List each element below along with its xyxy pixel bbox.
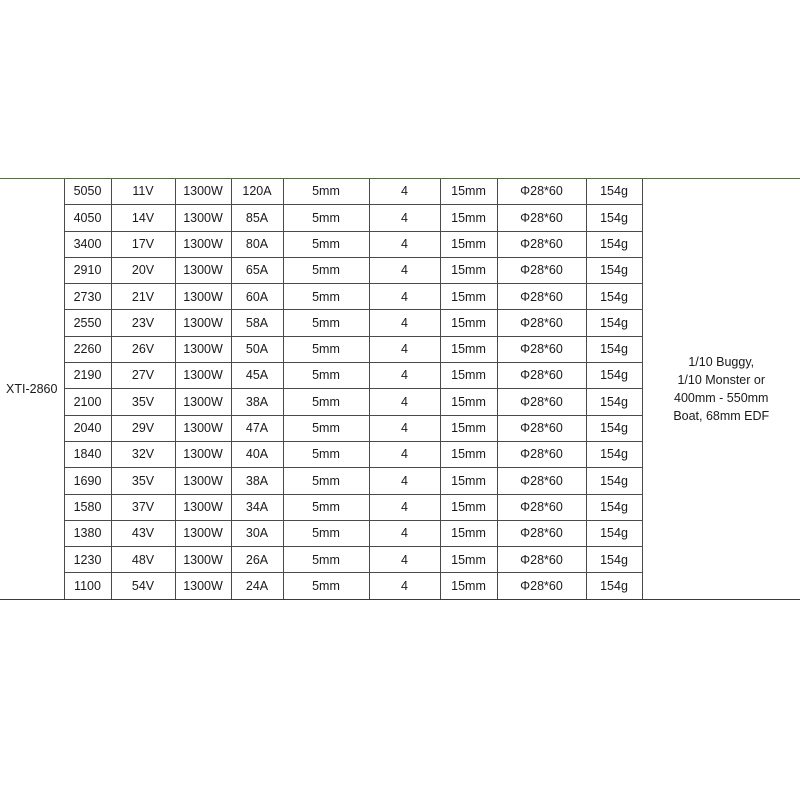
kv-cell: 5050 (64, 179, 111, 205)
kv-cell: 1230 (64, 547, 111, 573)
shaft-cell: 5mm (283, 231, 369, 257)
weight-cell: 154g (586, 520, 642, 546)
power-cell: 1300W (175, 257, 231, 283)
shaft-length-cell: 15mm (440, 284, 497, 310)
spec-table-body (0, 179, 800, 599)
weight-cell: 154g (586, 468, 642, 494)
shaft-length-cell: 15mm (440, 363, 497, 389)
weight-cell: 154g (586, 179, 642, 205)
voltage-cell: 26V (111, 336, 175, 362)
application-line: Boat, 68mm EDF (673, 409, 770, 423)
model-name-cell: XTI-2860 (6, 381, 58, 396)
dimensions-cell: Φ28*60 (497, 415, 586, 441)
shaft-length-cell: 15mm (440, 520, 497, 546)
weight-cell: 154g (586, 389, 642, 415)
weight-cell: 154g (586, 284, 642, 310)
power-cell: 1300W (175, 415, 231, 441)
shaft-cell: 5mm (283, 205, 369, 231)
voltage-cell: 20V (111, 257, 175, 283)
application-cell (642, 179, 800, 599)
weight-cell: 154g (586, 310, 642, 336)
voltage-cell: 35V (111, 468, 175, 494)
power-cell: 1300W (175, 441, 231, 467)
power-cell: 1300W (175, 363, 231, 389)
current-cell: 80A (231, 231, 283, 257)
shaft-length-cell: 15mm (440, 205, 497, 231)
voltage-cell: 21V (111, 284, 175, 310)
voltage-cell: 29V (111, 415, 175, 441)
voltage-cell: 23V (111, 310, 175, 336)
shaft-length-cell: 15mm (440, 310, 497, 336)
kv-cell: 2040 (64, 415, 111, 441)
shaft-length-cell: 15mm (440, 336, 497, 362)
weight-cell: 154g (586, 336, 642, 362)
voltage-cell: 17V (111, 231, 175, 257)
power-cell: 1300W (175, 468, 231, 494)
poles-cell: 4 (369, 389, 440, 415)
shaft-length-cell: 15mm (440, 441, 497, 467)
poles-cell: 4 (369, 547, 440, 573)
poles-cell: 4 (369, 415, 440, 441)
current-cell: 38A (231, 468, 283, 494)
power-cell: 1300W (175, 284, 231, 310)
shaft-cell: 5mm (283, 179, 369, 205)
shaft-cell: 5mm (283, 547, 369, 573)
current-cell: 58A (231, 310, 283, 336)
current-cell: 85A (231, 205, 283, 231)
poles-cell: 4 (369, 310, 440, 336)
dimensions-cell: Φ28*60 (497, 284, 586, 310)
shaft-cell: 5mm (283, 415, 369, 441)
kv-cell: 1840 (64, 441, 111, 467)
kv-cell: 2190 (64, 363, 111, 389)
current-cell: 45A (231, 363, 283, 389)
power-cell: 1300W (175, 336, 231, 362)
shaft-cell: 5mm (283, 441, 369, 467)
shaft-cell: 5mm (283, 257, 369, 283)
shaft-cell: 5mm (283, 363, 369, 389)
power-cell: 1300W (175, 573, 231, 599)
current-cell: 40A (231, 441, 283, 467)
application-line: 1/10 Buggy, (688, 354, 755, 369)
power-cell: 1300W (175, 547, 231, 573)
bottom-divider-line (0, 599, 800, 600)
shaft-length-cell: 15mm (440, 389, 497, 415)
current-cell: 47A (231, 415, 283, 441)
dimensions-cell: Φ28*60 (497, 494, 586, 520)
power-cell: 1300W (175, 231, 231, 257)
voltage-cell: 35V (111, 389, 175, 415)
dimensions-cell: Φ28*60 (497, 310, 586, 336)
weight-cell: 154g (586, 415, 642, 441)
kv-cell: 1380 (64, 520, 111, 546)
voltage-cell: 48V (111, 547, 175, 573)
dimensions-cell: Φ28*60 (497, 205, 586, 231)
table-row (0, 179, 800, 205)
dimensions-cell: Φ28*60 (497, 336, 586, 362)
dimensions-cell: Φ28*60 (497, 179, 586, 205)
shaft-length-cell: 15mm (440, 179, 497, 205)
kv-cell: 2100 (64, 389, 111, 415)
poles-cell: 4 (369, 494, 440, 520)
dimensions-cell: Φ28*60 (497, 520, 586, 546)
poles-cell: 4 (369, 257, 440, 283)
power-cell: 1300W (175, 205, 231, 231)
shaft-cell: 5mm (283, 336, 369, 362)
shaft-cell: 5mm (283, 310, 369, 336)
power-cell: 1300W (175, 310, 231, 336)
current-cell: 38A (231, 389, 283, 415)
current-cell: 50A (231, 336, 283, 362)
poles-cell: 4 (369, 468, 440, 494)
dimensions-cell: Φ28*60 (497, 547, 586, 573)
kv-cell: 2260 (64, 336, 111, 362)
poles-cell: 4 (369, 231, 440, 257)
application-line: 1/10 Monster or (677, 372, 766, 387)
weight-cell: 154g (586, 547, 642, 573)
voltage-cell: 27V (111, 363, 175, 389)
dimensions-cell: Φ28*60 (497, 468, 586, 494)
dimensions-cell: Φ28*60 (497, 573, 586, 599)
shaft-length-cell: 15mm (440, 494, 497, 520)
current-cell: 65A (231, 257, 283, 283)
dimensions-cell: Φ28*60 (497, 441, 586, 467)
weight-cell: 154g (586, 494, 642, 520)
current-cell: 26A (231, 547, 283, 573)
voltage-cell: 54V (111, 573, 175, 599)
voltage-cell: 37V (111, 494, 175, 520)
current-cell: 120A (231, 179, 283, 205)
shaft-length-cell: 15mm (440, 547, 497, 573)
poles-cell: 4 (369, 336, 440, 362)
poles-cell: 4 (369, 520, 440, 546)
current-cell: 24A (231, 573, 283, 599)
shaft-length-cell: 15mm (440, 415, 497, 441)
dimensions-cell: Φ28*60 (497, 257, 586, 283)
power-cell: 1300W (175, 494, 231, 520)
poles-cell: 4 (369, 573, 440, 599)
power-cell: 1300W (175, 389, 231, 415)
poles-cell: 4 (369, 363, 440, 389)
current-cell: 30A (231, 520, 283, 546)
shaft-length-cell: 15mm (440, 257, 497, 283)
poles-cell: 4 (369, 179, 440, 205)
power-cell: 1300W (175, 179, 231, 205)
shaft-cell: 5mm (283, 520, 369, 546)
current-cell: 34A (231, 494, 283, 520)
dimensions-cell: Φ28*60 (497, 363, 586, 389)
weight-cell: 154g (586, 441, 642, 467)
kv-cell: 2910 (64, 257, 111, 283)
weight-cell: 154g (586, 573, 642, 599)
kv-cell: 1580 (64, 494, 111, 520)
shaft-cell: 5mm (283, 494, 369, 520)
voltage-cell: 11V (111, 179, 175, 205)
kv-cell: 1100 (64, 573, 111, 599)
voltage-cell: 32V (111, 441, 175, 467)
kv-cell: 2730 (64, 284, 111, 310)
poles-cell: 4 (369, 205, 440, 231)
kv-cell: 1690 (64, 468, 111, 494)
poles-cell: 4 (369, 284, 440, 310)
kv-cell: 4050 (64, 205, 111, 231)
shaft-cell: 5mm (283, 389, 369, 415)
voltage-cell: 14V (111, 205, 175, 231)
poles-cell: 4 (369, 441, 440, 467)
kv-cell: 2550 (64, 310, 111, 336)
motor-spec-table (0, 179, 800, 599)
shaft-cell: 5mm (283, 468, 369, 494)
kv-cell: 3400 (64, 231, 111, 257)
shaft-cell: 5mm (283, 284, 369, 310)
weight-cell: 154g (586, 231, 642, 257)
power-cell: 1300W (175, 520, 231, 546)
voltage-cell: 43V (111, 520, 175, 546)
dimensions-cell: Φ28*60 (497, 389, 586, 415)
weight-cell: 154g (586, 257, 642, 283)
application-line: 400mm - 550mm (674, 390, 769, 405)
shaft-cell: 5mm (283, 573, 369, 599)
current-cell: 60A (231, 284, 283, 310)
shaft-length-cell: 15mm (440, 573, 497, 599)
weight-cell: 154g (586, 363, 642, 389)
shaft-length-cell: 15mm (440, 468, 497, 494)
dimensions-cell: Φ28*60 (497, 231, 586, 257)
weight-cell: 154g (586, 205, 642, 231)
shaft-length-cell: 15mm (440, 231, 497, 257)
